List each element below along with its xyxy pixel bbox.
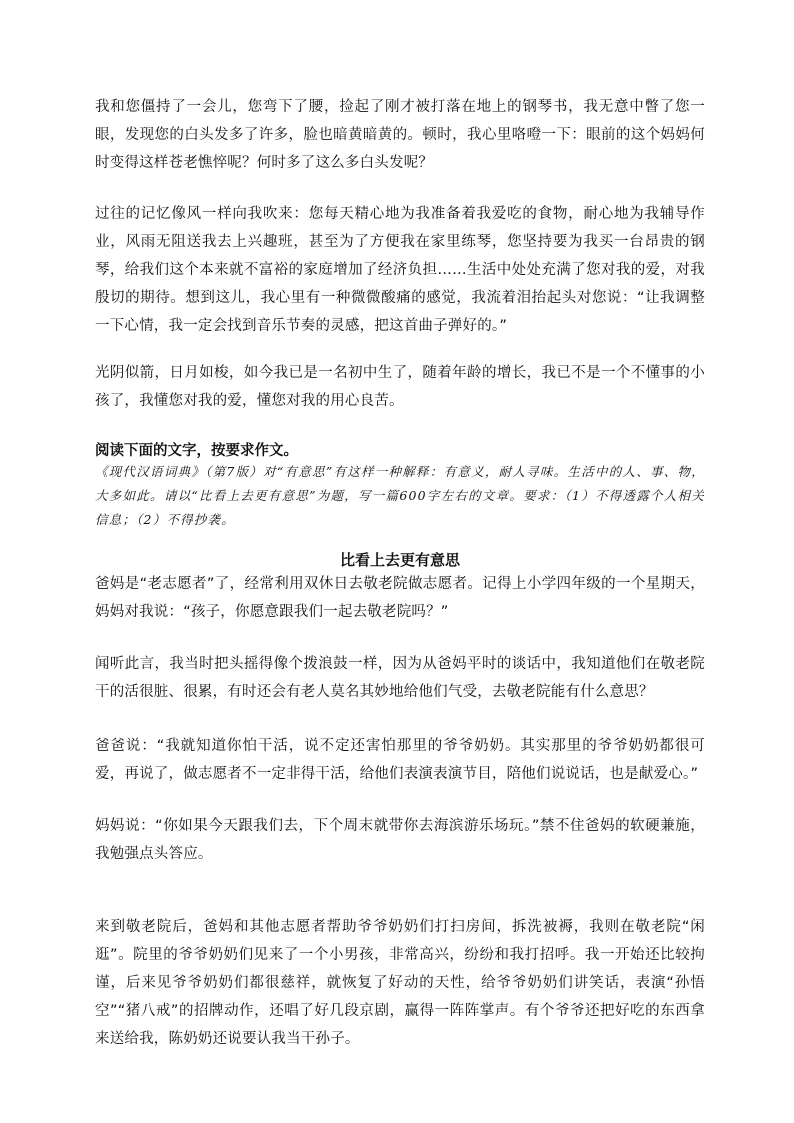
essay-paragraph-3: 爸爸说：“我就知道你怕干活，说不定还害怕那里的爷爷奶奶。其实那里的爷爷奶奶都很可爱，再说了，做志愿者不一定非得干活，给他们表演表演节目，陪他们说说话，也是献爱心。” — [95, 738, 705, 782]
task-prompt: 《现代汉语词典》（第7版）对“有意思”有这样一种解释：有意义，耐人寻味。生活中的人、事、物，大多如此。请以“比看上去更有意思”为题，写一篇600字左右的文章。要求：（1）不得透露个人相关信息；（2）不得抄袭。 — [95, 464, 705, 527]
essay-title: 比看上去更有意思 — [339, 551, 460, 569]
paragraph-memories: 过往的记忆像风一样向我吹来：您每天精心地为我准备着我爱吃的食物，耐心地为我辅导作业，风雨无阻送我去上兴趣班，甚至为了方便我在家里练琴，您坚持要为我买一台昂贵的钢琴，给我们这个本来就不富裕的家庭增加了经济负担……生活中处处充满了您对我的爱，对我殷切的期待。想到这儿，我心里有一种微微酸痛的感觉，我流着泪抬起头对您说：“让我调整一下心情，我一定会找到音乐节奏的灵感，把这首曲子弹好的。” — [95, 206, 705, 334]
essay-paragraph-5: 来到敬老院后，爸妈和其他志愿者帮助爷爷奶奶们打扫房间，拆洗被褥，我则在敬老院“闲逛”。院里的爷爷奶奶们见来了一个小男孩，非常高兴，纷纷和我打招呼。我一开始还比较拘谨，后来见爷爷奶奶们都很慈祥，就恢复了好动的天性，给爷爷奶奶们讲笑话，表演“孙悟空”“猪八戒”的招牌动作，还唱了好几段京剧，赢得一阵阵掌声。有个爷爷还把好吃的东西拿来送给我，陈奶奶还说要认我当干孙子。 — [95, 919, 705, 1047]
paragraph-growing-up: 光阴似箭，日月如梭，如今我已是一名初中生了，随着年龄的增长，我已不是一个不懂事的小孩了，我懂您对我的爱，懂您对我的用心良苦。 — [95, 365, 705, 409]
document-page — [95, 0, 705, 1123]
essay-paragraph-2: 闻听此言，我当时把头摇得像个拨浪鼓一样，因为从爸妈平时的谈话中，我知道他们在敬老院干的活很脏、很累，有时还会有老人莫名其妙地给他们气受，去敬老院能有什么意思？ — [95, 656, 705, 700]
essay-paragraph-1: 爸妈是“老志愿者”了，经常利用双休日去敬老院做志愿者。记得上小学四年级的一个星期天，妈妈对我说：“孩子，你愿意跟我们一起去敬老院吗？” — [95, 576, 705, 620]
task-heading: 阅读下面的文字，按要求作文。 — [95, 443, 298, 459]
essay-paragraph-4: 妈妈说：“你如果今天跟我们去，下个周末就带你去海滨游乐场玩。”禁不住爸妈的软硬兼施，我勉强点头答应。 — [95, 818, 705, 862]
paragraph-recollection: 我和您僵持了一会儿，您弯下了腰，捡起了刚才被打落在地上的钢琴书，我无意中瞥了您一眼，发现您的白头发多了许多，脸也暗黄暗黄的。顿时，我心里咯噔一下：眼前的这个妈妈何时变得这样苍老憔悴呢？何时多了这么多白头发呢？ — [95, 99, 705, 171]
